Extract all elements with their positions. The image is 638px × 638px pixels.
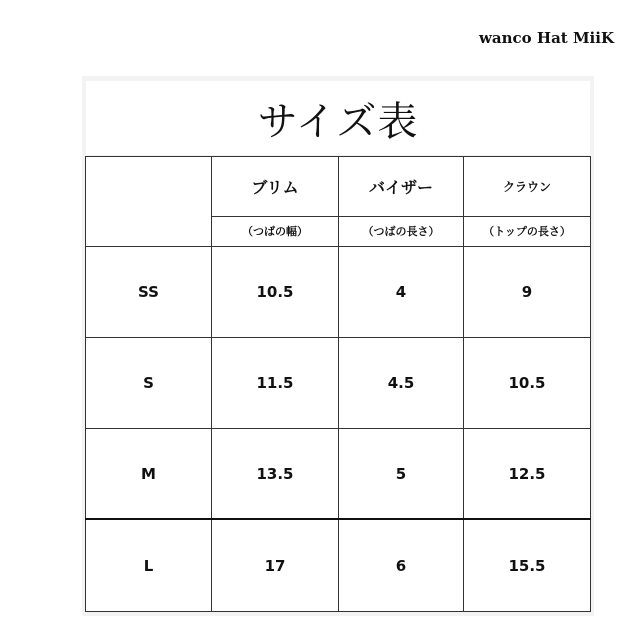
brand-logo-text: wanco Hat MiiK <box>479 29 614 47</box>
column-subheader: （つばの長さ） <box>339 216 464 246</box>
size-label: M <box>86 428 212 519</box>
size-label: SS <box>86 246 212 337</box>
column-subheader: （トップの長さ） <box>464 216 591 246</box>
brim-value: 11.5 <box>212 337 339 428</box>
visor-value: 6 <box>339 519 464 611</box>
crown-value: 12.5 <box>464 428 591 519</box>
corner-cell <box>86 157 212 247</box>
size-chart-card <box>82 76 594 616</box>
title-banner <box>86 81 590 155</box>
table-row <box>86 337 591 428</box>
brim-value: 17 <box>212 519 339 611</box>
size-label: S <box>86 337 212 428</box>
table-row <box>86 428 591 519</box>
column-header: ブリム <box>212 157 339 217</box>
page-title: サイズ表 <box>257 98 419 145</box>
size-label: L <box>86 519 212 611</box>
table-row <box>86 246 591 337</box>
size-table <box>85 156 591 612</box>
crown-value: 15.5 <box>464 519 591 611</box>
brim-value: 13.5 <box>212 428 339 519</box>
visor-value: 4.5 <box>339 337 464 428</box>
column-header: クラウン <box>464 157 591 217</box>
visor-value: 4 <box>339 246 464 337</box>
brim-value: 10.5 <box>212 246 339 337</box>
table-row <box>86 519 591 611</box>
crown-value: 10.5 <box>464 337 591 428</box>
column-header: バイザー <box>339 157 464 217</box>
column-subheader: （つばの幅） <box>212 216 339 246</box>
crown-value: 9 <box>464 246 591 337</box>
visor-value: 5 <box>339 428 464 519</box>
